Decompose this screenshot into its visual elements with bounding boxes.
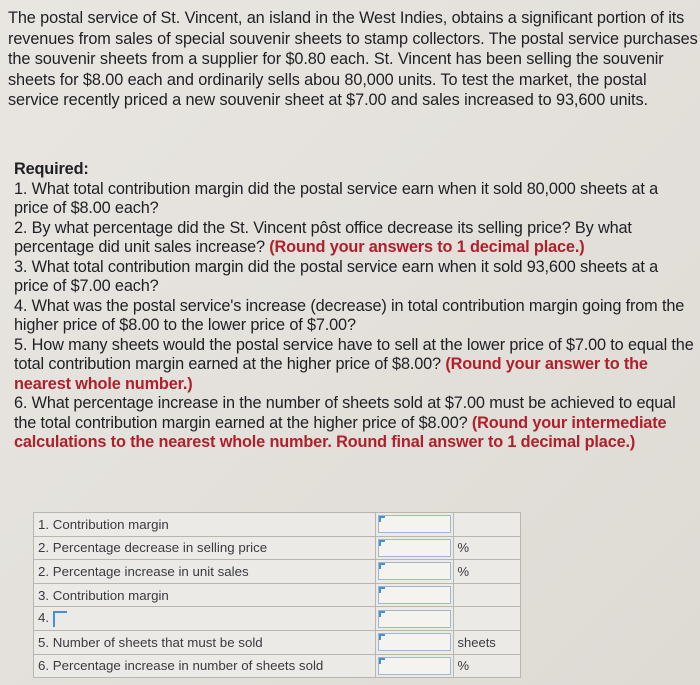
answer-cell [375,513,453,537]
answer-cell [375,607,453,631]
table-row [34,560,521,584]
table-row [34,583,521,607]
sheets-needed-input[interactable] [378,633,451,651]
row-label-4 [34,607,376,631]
row-label: 3. Contribution margin [34,583,376,607]
row-unit: % [453,536,521,560]
question-6-note: (Round your intermediate calculations to the nearest whole number. Round final answer to 1 decimal place.) [14,413,667,451]
row-label: 2. Percentage decrease in selling price [34,536,376,560]
table-row [34,536,521,560]
contribution-change-input[interactable] [378,610,451,628]
question-2 [14,219,696,258]
question-5-note: (Round your answer to the nearest whole number.) [14,355,648,393]
question-3: 3. What total contribution margin did the postal service earn when it sold 93,600 sheets at a price of $7.00 each? [14,257,659,295]
question-6-text: 6. What percentage increase in the number of sheets sold at $7.00 must be achieved to equal the total contribution margin earned at the higher price of $8.00? [14,394,676,432]
answer-table [33,512,521,678]
contribution-margin-1-input[interactable] [378,515,451,533]
required-heading: Required: [14,160,89,178]
question-2-text: 2. By what percentage did the St. Vincent pôst office decrease its selling price? By what percentage did unit sales increase? [14,218,632,256]
question-6 [14,394,696,453]
unit-sales-increase-input[interactable] [378,562,451,580]
contribution-margin-3-input[interactable] [378,586,451,604]
required-section [14,160,696,453]
question-4: 4. What was the postal service's increase (decrease) in total contribution margin going from the higher price of $8.00 to the lower price of $7.00? [14,296,685,334]
row-unit: sheets [453,630,521,654]
row-label: 5. Number of sheets that must be sold [34,630,376,654]
table-row [34,654,521,678]
answer-cell [375,536,453,560]
row-unit [453,513,521,537]
row-label: 1. Contribution margin [34,513,376,537]
row-unit: % [453,560,521,584]
intro-paragraph: The postal service of St. Vincent, an island in the West Indies, obtains a significant portion of its revenues from sales of special souvenir sheets to stamp collectors. The postal service purchases the souvenir sheets from a supplier for $0.80 each. St. Vincent has been selling the souvenir sheets for $8.00 each and ordinarily sells abou 80,000 units. To test the market, the postal service recently priced a new souvenir sheet at $7.00 and sales increased to 93,600 units. [8,9,698,109]
increase-decrease-dropdown[interactable] [53,611,67,627]
question-2-note: (Round your answers to 1 decimal place.) [269,238,585,256]
price-decrease-input[interactable] [378,539,451,557]
row-unit: % [453,654,521,678]
table-row [34,607,521,631]
answer-cell [375,630,453,654]
sheets-increase-input[interactable] [378,657,451,675]
answer-cell [375,654,453,678]
answer-cell [375,583,453,607]
table-row [34,513,521,537]
question-5-text: 5. How many sheets would the postal service have to sell at the lower price of $7.00 to equal the total contribution margin earned at the higher price of $8.00? [14,335,694,373]
row-unit [453,607,521,631]
row-label: 2. Percentage increase in unit sales [34,560,376,584]
question-5 [14,336,696,395]
answer-cell [375,560,453,584]
table-row [34,630,521,654]
row-label-text: 4. [38,610,50,626]
question-1: 1. What total contribution margin did the postal service earn when it sold 80,000 sheets at a price of $8.00 each? [14,179,659,217]
row-label: 6. Percentage increase in number of sheets sold [34,654,376,678]
row-unit [453,583,521,607]
problem-intro [8,8,698,111]
